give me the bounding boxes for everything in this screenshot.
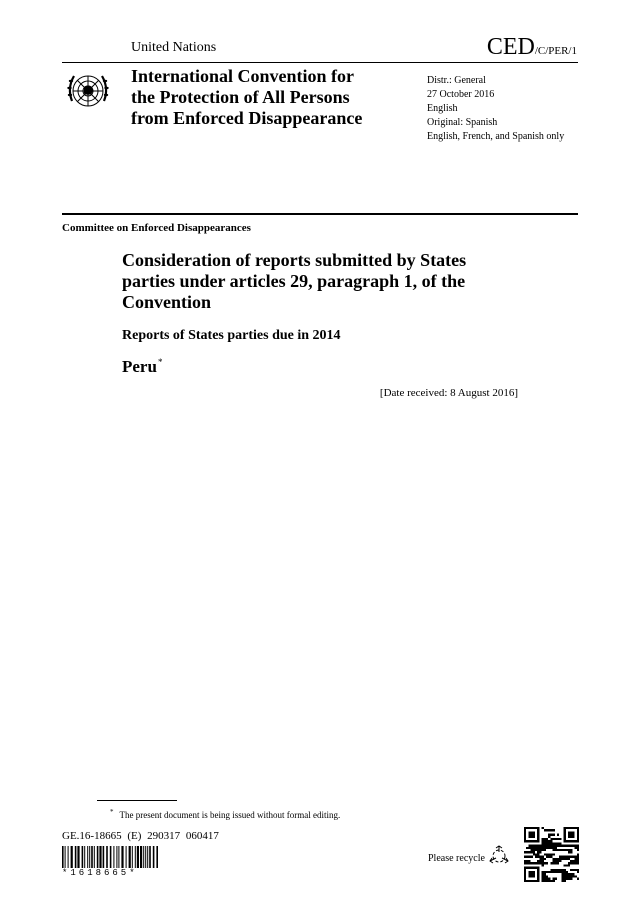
convention-title	[131, 66, 362, 129]
title-line-2: parties under articles 29, paragraph 1, of the	[122, 271, 466, 291]
convention-line-3: from Enforced Disappearance	[131, 108, 363, 128]
footnote	[110, 808, 340, 820]
job-number: GE.16-18665 (E) 290317 060417	[62, 830, 219, 842]
recycle-icon	[488, 844, 510, 866]
un-emblem-icon	[64, 68, 112, 116]
distribution-line-1: Distr.: General	[427, 75, 486, 86]
distribution-line-2: 27 October 2016	[427, 89, 495, 100]
barcode-number: *1618665*	[62, 868, 138, 878]
country-heading	[122, 357, 162, 377]
header-rule	[62, 62, 578, 63]
convention-line-1: International Convention for	[131, 66, 355, 86]
country-footnote-mark: *	[157, 357, 163, 367]
document-subtitle: Reports of States parties due in 2014	[122, 328, 341, 343]
document-title	[122, 250, 522, 313]
distribution-block	[427, 74, 564, 144]
section-rule	[62, 213, 578, 215]
recycle-label: Please recycle	[428, 853, 485, 864]
distribution-line-3: English	[427, 103, 458, 114]
convention-line-2: the Protection of All Persons	[131, 87, 350, 107]
org-name: United Nations	[131, 40, 217, 55]
symbol-main: CED	[486, 34, 535, 60]
footnote-rule	[97, 800, 177, 801]
symbol-suffix: /C/PER/1	[534, 45, 577, 57]
distribution-line-4: Original: Spanish	[427, 117, 498, 128]
footnote-mark: *	[110, 808, 114, 816]
date-received: [Date received: 8 August 2016]	[379, 387, 518, 399]
distribution-line-5: English, French, and Spanish only	[427, 131, 565, 142]
title-line-3: Convention	[122, 292, 212, 312]
document-symbol	[487, 34, 577, 61]
title-line-1: Consideration of reports submitted by States	[122, 250, 467, 270]
footnote-text: The present document is being issued without formal editing.	[119, 810, 341, 820]
committee-name: Committee on Enforced Disappearances	[62, 222, 251, 234]
qr-code-icon	[524, 827, 579, 882]
country-name: Peru	[122, 357, 157, 376]
barcode-icon	[62, 846, 158, 868]
